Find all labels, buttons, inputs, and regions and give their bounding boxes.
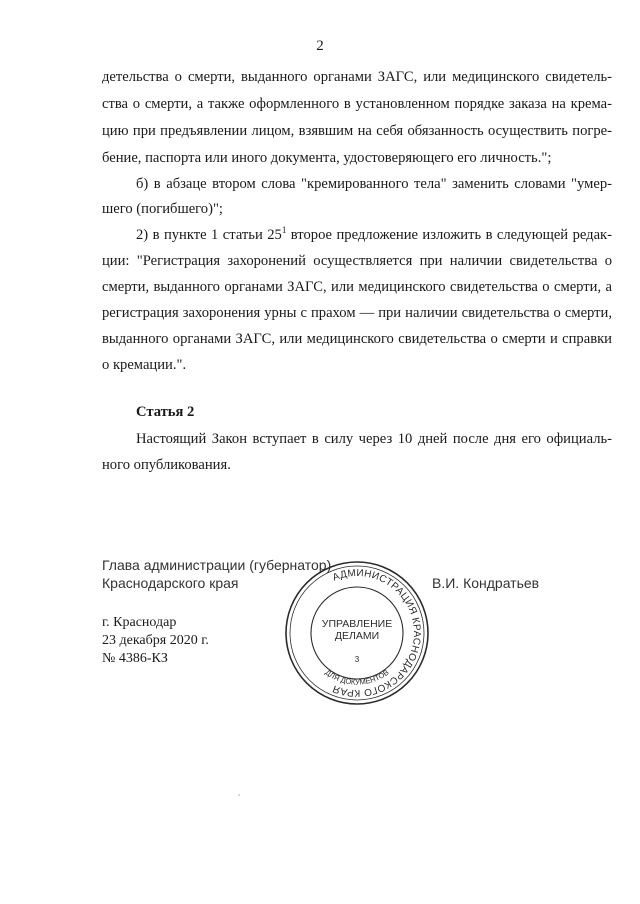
text-line: ного опубликования. — [102, 457, 231, 473]
signatory-region: Краснодарского края — [102, 575, 239, 591]
city: г. Краснодар — [102, 615, 177, 630]
official-stamp — [282, 558, 432, 708]
text-line: шего (погибшего)"; — [102, 201, 223, 217]
text-line: детельства о смерти, выданного органами ЗАГС, или медицинского свидетель- — [102, 69, 612, 85]
text-fragment: 2) в пункте 1 статьи 25 — [136, 227, 282, 243]
text-line: о кремации.". — [102, 357, 187, 373]
page-number: 2 — [316, 38, 324, 54]
text-line: б) в абзаце втором слова "кремированного тела" заменить словами "умер- — [136, 176, 612, 192]
signatory-position: Глава администрации (губернатор) — [102, 557, 332, 573]
text-line: регистрация захоронения урны с прахом — при наличии свидетельства о смерти, — [102, 305, 612, 321]
text-line: ства о смерти, а также оформленного в установленном порядке заказа на крема- — [102, 96, 612, 112]
date: 23 декабря 2020 г. — [102, 633, 209, 648]
text-line: выданного органами ЗАГС, или медицинского свидетельства о смерти и справки — [102, 331, 612, 347]
stamp-number: 3 — [354, 655, 360, 664]
scan-artifact — [238, 794, 240, 796]
text-line: цию при предъявлении лицом, взявшим на себя обязанность осуществить погре- — [102, 123, 612, 139]
stamp-bottom-text: ДЛЯ ДОКУМЕНТОВ — [323, 667, 391, 687]
law-number: № 4386-КЗ — [102, 651, 168, 666]
text-line: смерти, выданного органами ЗАГС, или медицинского свидетельства о смерти, а — [102, 279, 612, 295]
article-title: Статья 2 — [136, 404, 195, 420]
superscript: 1 — [281, 225, 287, 235]
stamp-center-line1: УПРАВЛЕНИЕ — [321, 618, 393, 630]
text-line: Настоящий Закон вступает в силу через 10 дней после дня его официаль- — [136, 431, 612, 447]
text-line: бение, паспорта или иного документа, удостоверяющего его личность."; — [102, 150, 552, 166]
stamp-ring-text: АДМИНИСТРАЦИЯ КРАСНОДАРСКОГО КРАЯ — [331, 567, 423, 699]
text-line — [136, 226, 612, 244]
text-line: ции: "Регистрация захоронений осуществляется при наличии свидетельства о — [102, 253, 612, 269]
signatory-name: В.И. Кондратьев — [432, 575, 540, 591]
text-fragment: второе предложение изложить в следующей редак- — [286, 227, 613, 243]
stamp-center-line2: ДЕЛАМИ — [334, 630, 380, 642]
